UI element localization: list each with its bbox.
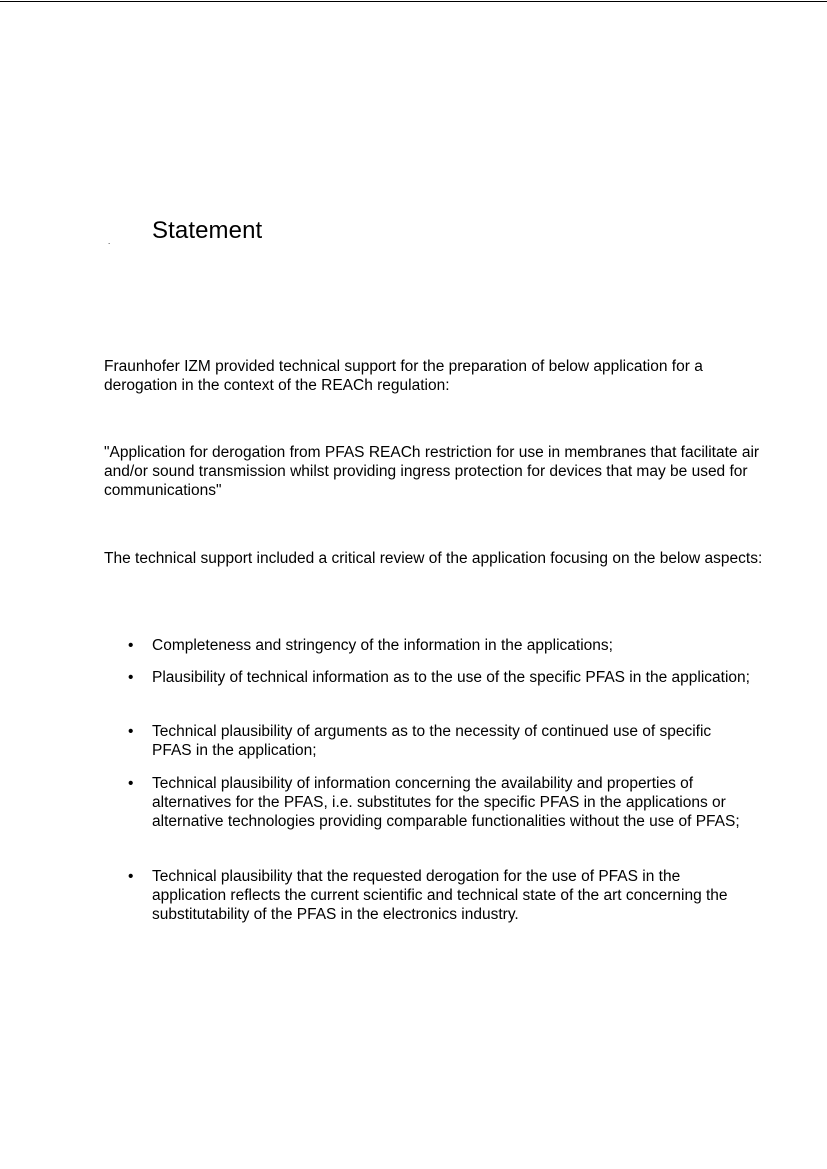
bullet-icon: •: [128, 723, 134, 740]
review-intro-paragraph: The technical support included a critical review of the application focusing on the below aspects:: [104, 550, 763, 567]
list-item: [128, 636, 752, 655]
list-item: [128, 722, 752, 760]
bullet-icon: •: [128, 669, 134, 686]
list-item-text: Completeness and stringency of the information in the applications;: [152, 637, 613, 654]
bullet-icon: •: [128, 868, 134, 885]
page-title: Statement: [152, 217, 263, 244]
application-title-quote: "Application for derogation from PFAS REACh restriction for use in membranes that facilitate air and/or sound transmission whilst providing ingress protection for devices that may be used for communications": [104, 444, 760, 499]
list-item: [128, 668, 752, 687]
bullet-icon: •: [128, 775, 134, 792]
bullet-icon: •: [128, 637, 134, 654]
list-item-text: Plausibility of technical information as to the use of the specific PFAS in the application;: [152, 669, 750, 686]
list-item: [128, 867, 752, 924]
top-rule: [0, 1, 827, 2]
section-marker: .: [108, 237, 111, 246]
list-item-text: Technical plausibility of information concerning the availability and properties of alternatives for the PFAS, i.e. substitutes for the specific PFAS in the applications or alternative technologies providing comparable functionalities without the use of PFAS;: [152, 775, 740, 830]
list-item-text: Technical plausibility of arguments as to the necessity of continued use of specific PFAS in the application;: [152, 723, 712, 759]
list-item: [128, 774, 752, 831]
intro-paragraph: Fraunhofer IZM provided technical support for the preparation of below application for a derogation in the context of the REACh regulation:: [104, 358, 703, 394]
list-item-text: Technical plausibility that the requested derogation for the use of PFAS in the application reflects the current scientific and technical state of the art concerning the substitutability of the PFAS in the electronics industry.: [152, 868, 728, 923]
